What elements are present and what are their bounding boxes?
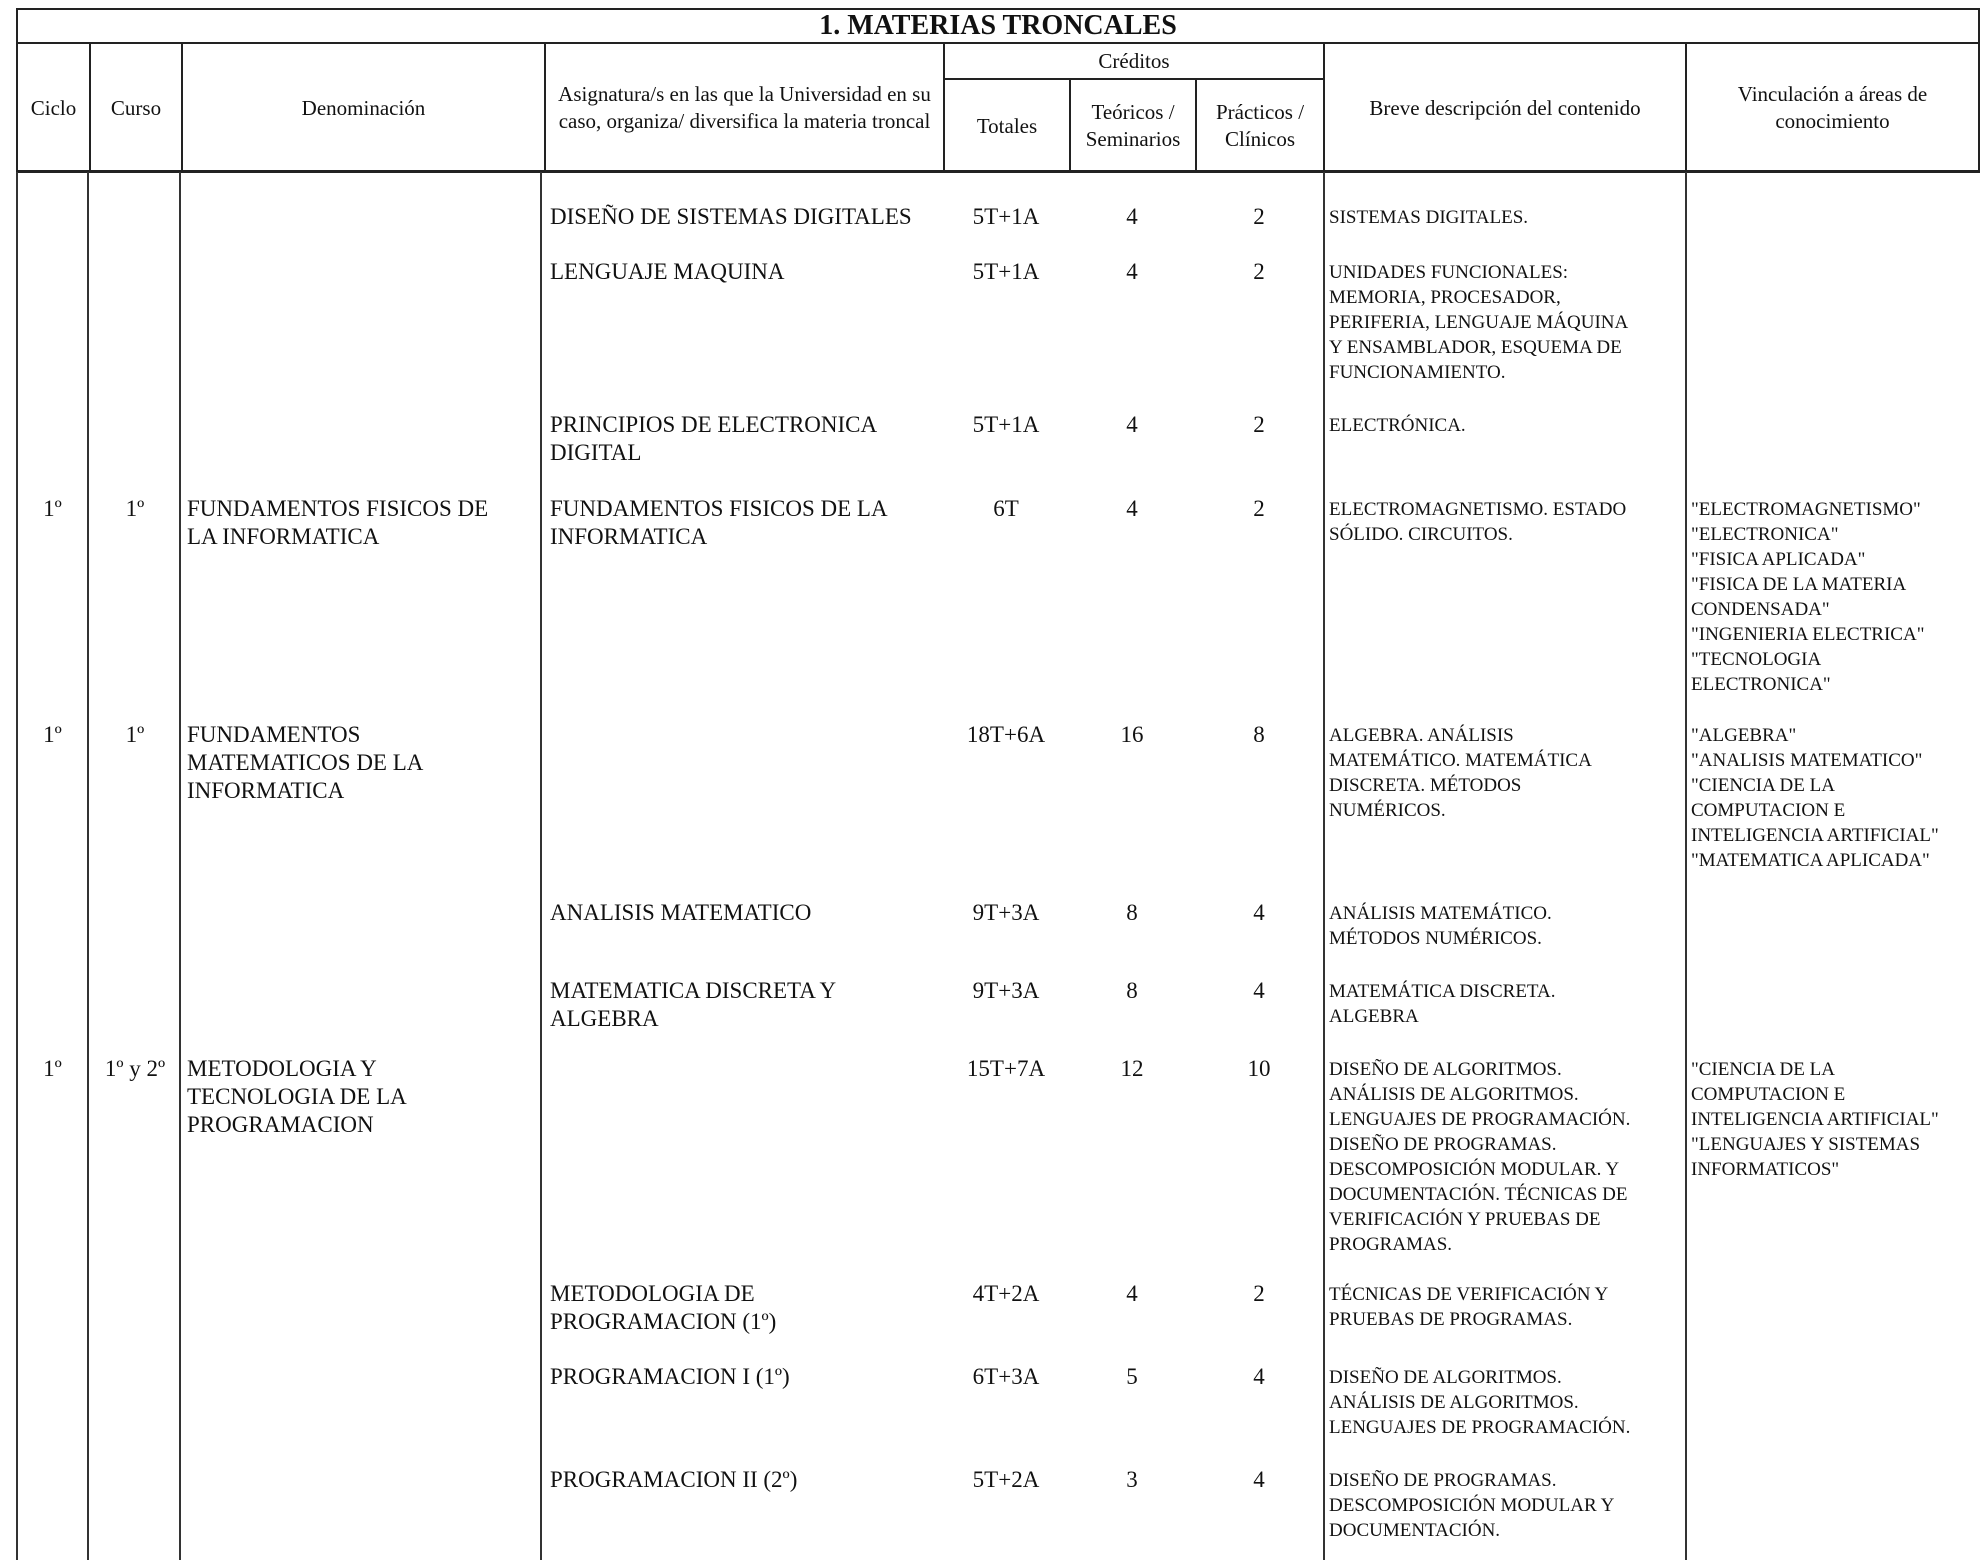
cell-practicos: 2 <box>1253 259 1265 284</box>
cell-asignatura: PRINCIPIOS DE ELECTRONICA DIGITAL <box>550 412 878 465</box>
cell-ciclo: 1º <box>43 722 62 747</box>
cell-practicos: 2 <box>1253 1281 1265 1306</box>
header-totales: Totales <box>943 78 1069 172</box>
header-descripcion: Breve descripción del contenido <box>1323 42 1685 172</box>
cell-descripcion: DISEÑO DE ALGORITMOS. ANÁLISIS DE ALGORITMOS. LENGUAJES DE PROGRAMACIÓN. <box>1329 1367 1631 1438</box>
cell-totales: 5T+2A <box>972 1467 1040 1492</box>
header-vinculacion: Vinculación a áreas de conocimiento <box>1685 42 1980 172</box>
cell-practicos: 4 <box>1253 978 1265 1003</box>
cell-totales: 15T+7A <box>966 1056 1046 1081</box>
cell-descripcion: ANÁLISIS MATEMÁTICO. MÉTODOS NUMÉRICOS. <box>1329 903 1552 949</box>
cell-teoricos: 4 <box>1126 259 1138 284</box>
cell-descripcion: TÉCNICAS DE VERIFICACIÓN Y PRUEBAS DE PROGRAMAS. <box>1329 1284 1609 1330</box>
cell-ciclo: 1º <box>43 1056 62 1081</box>
cell-descripcion: ALGEBRA. ANÁLISIS MATEMÁTICO. MATEMÁTICA DISCRETA. MÉTODOS NUMÉRICOS. <box>1329 725 1592 821</box>
cell-totales: 6T+3A <box>972 1364 1040 1389</box>
cell-asignatura: DISEÑO DE SISTEMAS DIGITALES <box>550 204 912 229</box>
cell-teoricos: 5 <box>1126 1364 1138 1389</box>
cell-denominacion: METODOLOGIA Y TECNOLOGIA DE LA PROGRAMACION <box>187 1056 407 1137</box>
column-rule <box>87 172 89 1560</box>
cell-practicos: 4 <box>1253 1364 1265 1389</box>
cell-totales: 5T+1A <box>972 259 1040 284</box>
cell-ciclo: 1º <box>43 496 62 521</box>
cell-practicos: 2 <box>1253 496 1265 521</box>
cell-descripcion: ELECTROMAGNETISMO. ESTADO SÓLIDO. CIRCUITOS. <box>1329 499 1627 545</box>
cell-asignatura: METODOLOGIA DE PROGRAMACION (1º) <box>550 1281 777 1334</box>
cell-vinculacion: "ELECTROMAGNETISMO" "ELECTRONICA" "FISICA APLICADA" "FISICA DE LA MATERIA CONDENSADA" "INGENIERIA ELECTRICA" "TECNOLOGIA ELECTRONICA" <box>1691 499 1925 695</box>
column-rule <box>1323 172 1325 1560</box>
cell-asignatura: PROGRAMACION I (1º) <box>550 1364 790 1389</box>
column-rule <box>540 172 542 1560</box>
cell-asignatura: PROGRAMACION II (2º) <box>550 1467 798 1492</box>
cell-asignatura: FUNDAMENTOS FISICOS DE LA INFORMATICA <box>550 496 888 549</box>
cell-curso: 1º <box>125 496 145 521</box>
cell-totales: 4T+2A <box>972 1281 1040 1306</box>
header-practicos: Prácticos / Clínicos <box>1195 78 1323 172</box>
cell-vinculacion: "ALGEBRA" "ANALISIS MATEMATICO" "CIENCIA DE LA COMPUTACION E INTELIGENCIA ARTIFICIAL" "MATEMATICA APLICADA" <box>1691 725 1939 871</box>
cell-practicos: 8 <box>1253 722 1265 747</box>
cell-asignatura: ANALISIS MATEMATICO <box>550 900 812 925</box>
cell-practicos: 2 <box>1253 412 1265 437</box>
cell-teoricos: 16 <box>1120 722 1144 747</box>
cell-totales: 18T+6A <box>966 722 1046 747</box>
cell-curso: 1º y 2º <box>104 1056 166 1081</box>
page-title: 1. MATERIAS TRONCALES <box>16 8 1980 42</box>
cell-asignatura: LENGUAJE MAQUINA <box>550 259 785 284</box>
cell-descripcion: DISEÑO DE ALGORITMOS. ANÁLISIS DE ALGORITMOS. LENGUAJES DE PROGRAMACIÓN. DISEÑO DE PROGRAMAS. DESCOMPOSICIÓN MODULAR. Y DOCUMENTACIÓN. TÉCNICAS DE VERIFICACIÓN Y PRUEBAS DE PROGRAMAS. <box>1329 1059 1631 1255</box>
cell-vinculacion: "CIENCIA DE LA COMPUTACION E INTELIGENCIA ARTIFICIAL" "LENGUAJES Y SISTEMAS INFORMATICOS" <box>1691 1059 1939 1180</box>
column-rule <box>179 172 181 1560</box>
cell-teoricos: 4 <box>1126 204 1138 229</box>
header-curso: Curso <box>89 42 181 172</box>
header-asignatura: Asignatura/s en las que la Universidad en su caso, organiza/ diversifica la materia troncal <box>544 42 943 172</box>
cell-descripcion: DISEÑO DE PROGRAMAS. DESCOMPOSICIÓN MODULAR Y DOCUMENTACIÓN. <box>1329 1470 1615 1541</box>
cell-teoricos: 3 <box>1126 1467 1138 1492</box>
cell-teoricos: 4 <box>1126 1281 1138 1306</box>
cell-totales: 9T+3A <box>972 978 1040 1003</box>
header-denominacion: Denominación <box>181 42 544 172</box>
cell-practicos: 2 <box>1253 204 1265 229</box>
cell-practicos: 4 <box>1253 1467 1265 1492</box>
column-rule <box>1685 172 1687 1560</box>
cell-totales: 5T+1A <box>972 412 1040 437</box>
header-teoricos: Teóricos / Seminarios <box>1069 78 1195 172</box>
header-ciclo: Ciclo <box>16 42 89 172</box>
cell-practicos: 10 <box>1247 1056 1271 1081</box>
cell-descripcion: MATEMÁTICA DISCRETA. ALGEBRA <box>1329 981 1556 1027</box>
cell-asignatura: MATEMATICA DISCRETA Y ALGEBRA <box>550 978 837 1031</box>
cell-totales: 6T <box>993 496 1019 521</box>
column-rule <box>16 172 18 1560</box>
cell-teoricos: 4 <box>1126 412 1138 437</box>
cell-teoricos: 8 <box>1126 978 1138 1003</box>
cell-denominacion: FUNDAMENTOS MATEMATICOS DE LA INFORMATICA <box>187 722 424 803</box>
cell-totales: 9T+3A <box>972 900 1040 925</box>
cell-descripcion: SISTEMAS DIGITALES. <box>1329 207 1529 228</box>
header-creditos: Créditos <box>943 42 1323 78</box>
cell-denominacion: FUNDAMENTOS FISICOS DE LA INFORMATICA <box>187 496 489 549</box>
cell-descripcion: ELECTRÓNICA. <box>1329 415 1466 436</box>
cell-practicos: 4 <box>1253 900 1265 925</box>
cell-teoricos: 8 <box>1126 900 1138 925</box>
cell-teoricos: 12 <box>1120 1056 1144 1081</box>
cell-descripcion: UNIDADES FUNCIONALES: MEMORIA, PROCESADOR, PERIFERIA, LENGUAJE MÁQUINA Y ENSAMBLADOR, ESQUEMA DE FUNCIONAMIENTO. <box>1329 262 1629 383</box>
cell-curso: 1º <box>125 722 145 747</box>
cell-totales: 5T+1A <box>972 204 1040 229</box>
cell-teoricos: 4 <box>1126 496 1138 521</box>
